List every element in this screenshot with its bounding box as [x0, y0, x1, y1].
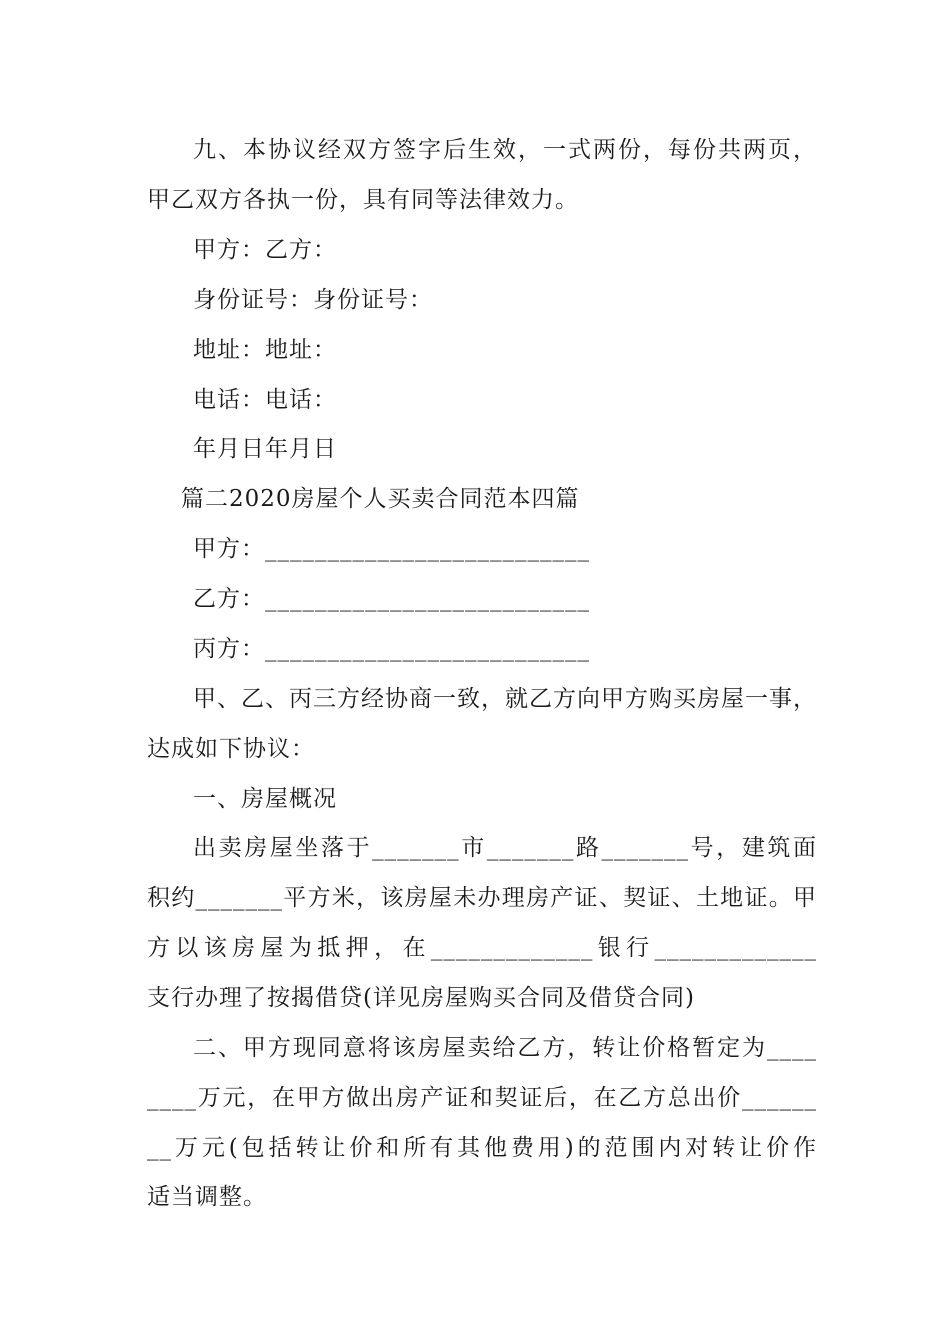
signature-phones: 电话：电话：	[193, 387, 337, 413]
clause-1-line-2: 积约_______平方米，该房屋未办理房产证、契证、土地证。甲	[147, 885, 817, 911]
signature-id-numbers: 身份证号：身份证号：	[193, 287, 433, 313]
preamble-line-1: 甲、乙、丙三方经协商一致，就乙方向甲方购买房屋一事，	[193, 686, 817, 712]
clause-2-line-1: 二、甲方现同意将该房屋卖给乙方，转让价格暂定为____	[193, 1035, 817, 1061]
clause-9-line-2: 甲乙双方各执一份，具有同等法律效力。	[147, 187, 579, 213]
signature-party-names: 甲方：乙方：	[193, 237, 337, 263]
party-c-field: 丙方：__________________________	[193, 636, 590, 662]
party-a-field: 甲方：__________________________	[193, 536, 590, 562]
party-b-field: 乙方：__________________________	[193, 586, 590, 612]
clause-2-line-2: ____万元，在甲方做出房产证和契证后，在乙方总出价______	[147, 1085, 817, 1111]
clause-9-line-1: 九、本协议经双方签字后生效，一式两份，每份共两页，	[193, 137, 817, 163]
preamble-line-2: 达成如下协议：	[147, 736, 315, 762]
clause-2-line-4: 适当调整。	[147, 1184, 267, 1210]
clause-1-line-1: 出卖房屋坐落于_______市_______路_______号，建筑面	[193, 835, 817, 861]
clause-1-line-4: 支行办理了按揭借贷(详见房屋购买合同及借贷合同)	[147, 985, 695, 1011]
clause-1-line-3: 方以该房屋为抵押，在_____________银行_____________	[147, 935, 817, 961]
clause-1-heading: 一、房屋概况	[193, 786, 337, 812]
section-title: 篇二2020房屋个人买卖合同范本四篇	[181, 486, 580, 512]
clause-2-line-3: __万元(包括转让价和所有其他费用)的范围内对转让价作	[147, 1135, 817, 1161]
signature-addresses: 地址：地址：	[193, 337, 337, 363]
signature-dates: 年月日年月日	[193, 436, 337, 462]
